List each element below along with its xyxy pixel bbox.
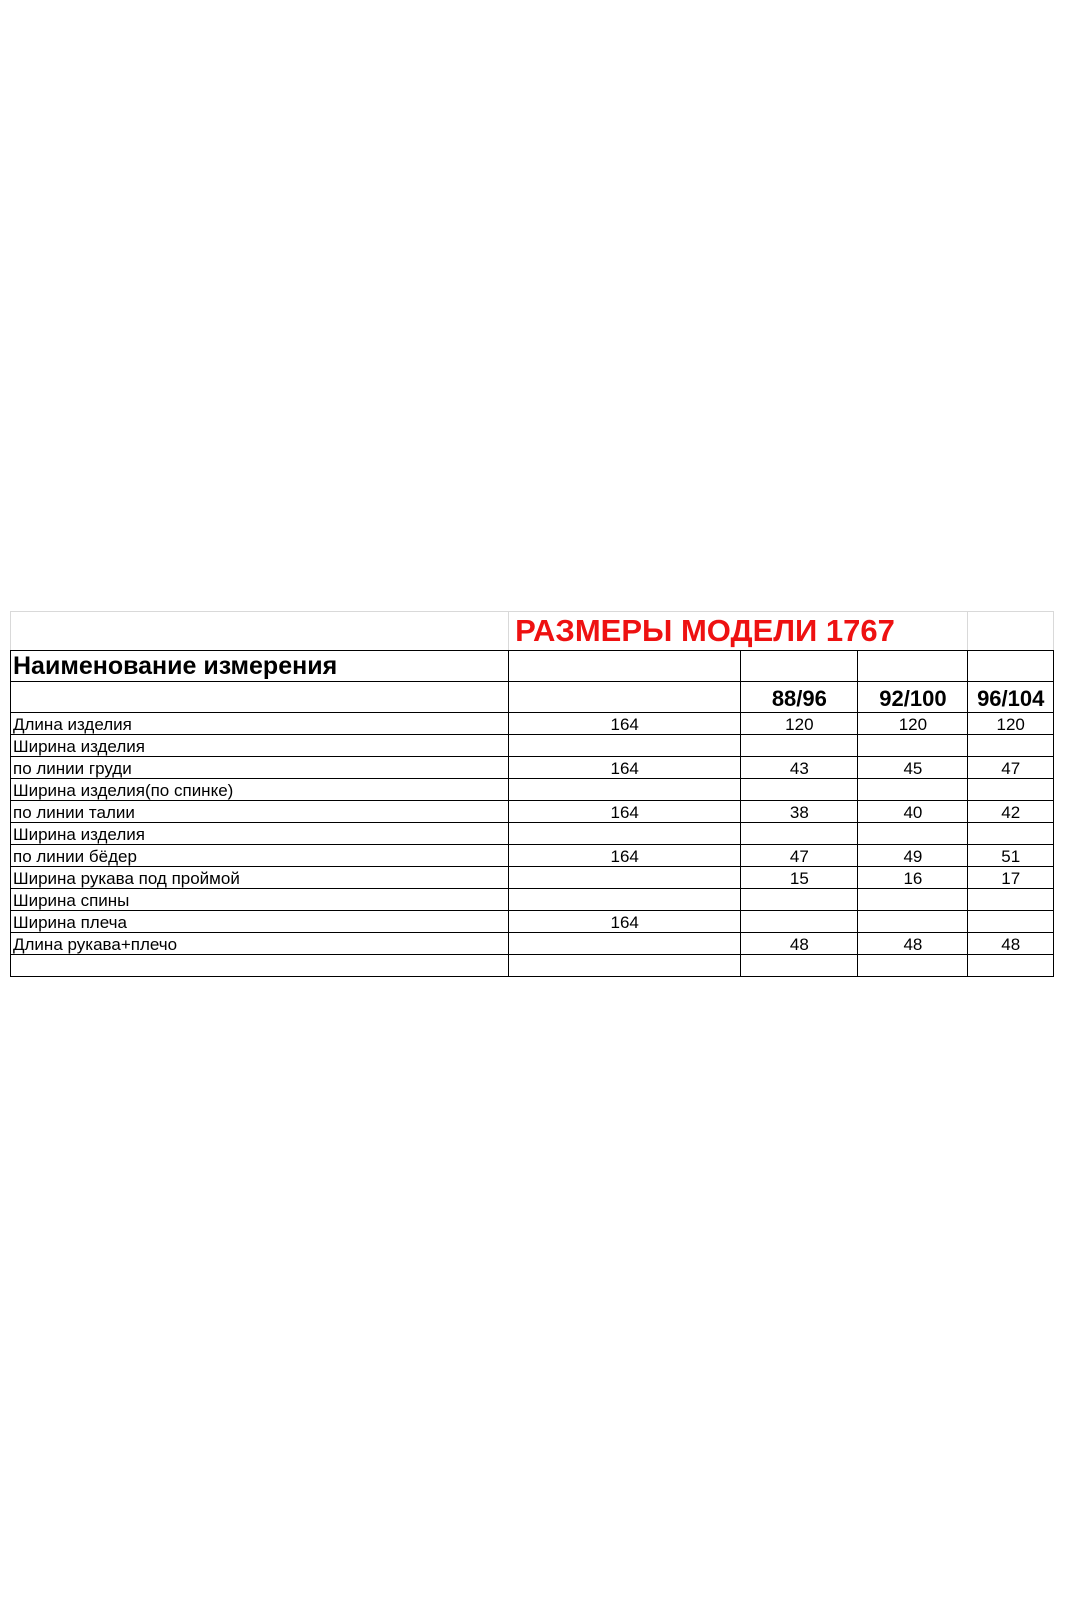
measurement-value: 120 [741,713,858,735]
header-cell [509,651,741,682]
measurement-value [968,779,1054,801]
height-value: 164 [509,713,741,735]
measurement-value: 38 [741,801,858,823]
measurement-value [968,889,1054,911]
measurement-value: 40 [858,801,968,823]
height-value [509,735,741,757]
header-cell [968,651,1054,682]
measurement-value [968,911,1054,933]
measurement-label: Ширина изделия [11,823,509,845]
measurement-value: 48 [741,933,858,955]
height-value: 164 [509,801,741,823]
height-value [509,933,741,955]
table-row [11,801,1054,823]
size-row-blank [509,682,741,713]
blank-cell [11,955,509,977]
table-row [11,933,1054,955]
measurement-label: по линии груди [11,757,509,779]
height-value [509,779,741,801]
header-cell [858,651,968,682]
blank-cell [741,955,858,977]
measurement-label: Длина рукава+плечо [11,933,509,955]
table-row [11,757,1054,779]
size-table [10,611,1054,977]
table-row [11,823,1054,845]
size-label: 96/104 [968,682,1054,713]
height-value: 164 [509,845,741,867]
height-value: 164 [509,757,741,779]
measurement-value: 17 [968,867,1054,889]
measurement-value [741,889,858,911]
height-value [509,889,741,911]
size-row-blank [11,682,509,713]
measurement-value: 43 [741,757,858,779]
table-row [11,911,1054,933]
height-value [509,867,741,889]
size-label: 92/100 [858,682,968,713]
measurement-name-heading: Наименование измерения [11,651,509,682]
measurement-value [858,779,968,801]
measurement-value: 48 [858,933,968,955]
size-chart [10,611,1054,977]
measurement-label: Ширина изделия [11,735,509,757]
size-labels-row [11,682,1054,713]
measurement-label: Ширина рукава под проймой [11,867,509,889]
header-row [11,651,1054,682]
measurement-value [858,911,968,933]
measurement-value: 47 [741,845,858,867]
title-row [11,612,1054,651]
measurement-value: 16 [858,867,968,889]
table-row [11,779,1054,801]
measurement-value [741,911,858,933]
blank-cell [858,955,968,977]
measurement-label: Ширина спины [11,889,509,911]
measurement-value [858,823,968,845]
measurement-value: 45 [858,757,968,779]
measurement-value: 42 [968,801,1054,823]
blank-row [11,955,1054,977]
measurement-label: по линии талии [11,801,509,823]
measurement-label: Ширина плеча [11,911,509,933]
measurement-value [858,889,968,911]
blank-cell [968,955,1054,977]
table-row [11,845,1054,867]
size-label: 88/96 [741,682,858,713]
measurement-value [858,735,968,757]
header-cell [741,651,858,682]
measurement-value [741,779,858,801]
measurement-value: 48 [968,933,1054,955]
title-blank-cell-right [968,612,1054,651]
measurement-value [968,735,1054,757]
measurement-value [968,823,1054,845]
measurement-value: 15 [741,867,858,889]
measurement-label: по линии бёдер [11,845,509,867]
height-value: 164 [509,911,741,933]
measurement-label: Ширина изделия(по спинке) [11,779,509,801]
measurement-value [741,735,858,757]
measurement-value: 47 [968,757,1054,779]
table-row [11,735,1054,757]
blank-cell [509,955,741,977]
table-row [11,889,1054,911]
table-row [11,713,1054,735]
measurement-value [741,823,858,845]
measurement-value: 51 [968,845,1054,867]
measurement-value: 120 [968,713,1054,735]
title-blank-cell [11,612,509,651]
table-row [11,867,1054,889]
height-value [509,823,741,845]
measurement-value: 49 [858,845,968,867]
measurement-label: Длина изделия [11,713,509,735]
chart-title: РАЗМЕРЫ МОДЕЛИ 1767 [509,612,968,651]
measurement-value: 120 [858,713,968,735]
